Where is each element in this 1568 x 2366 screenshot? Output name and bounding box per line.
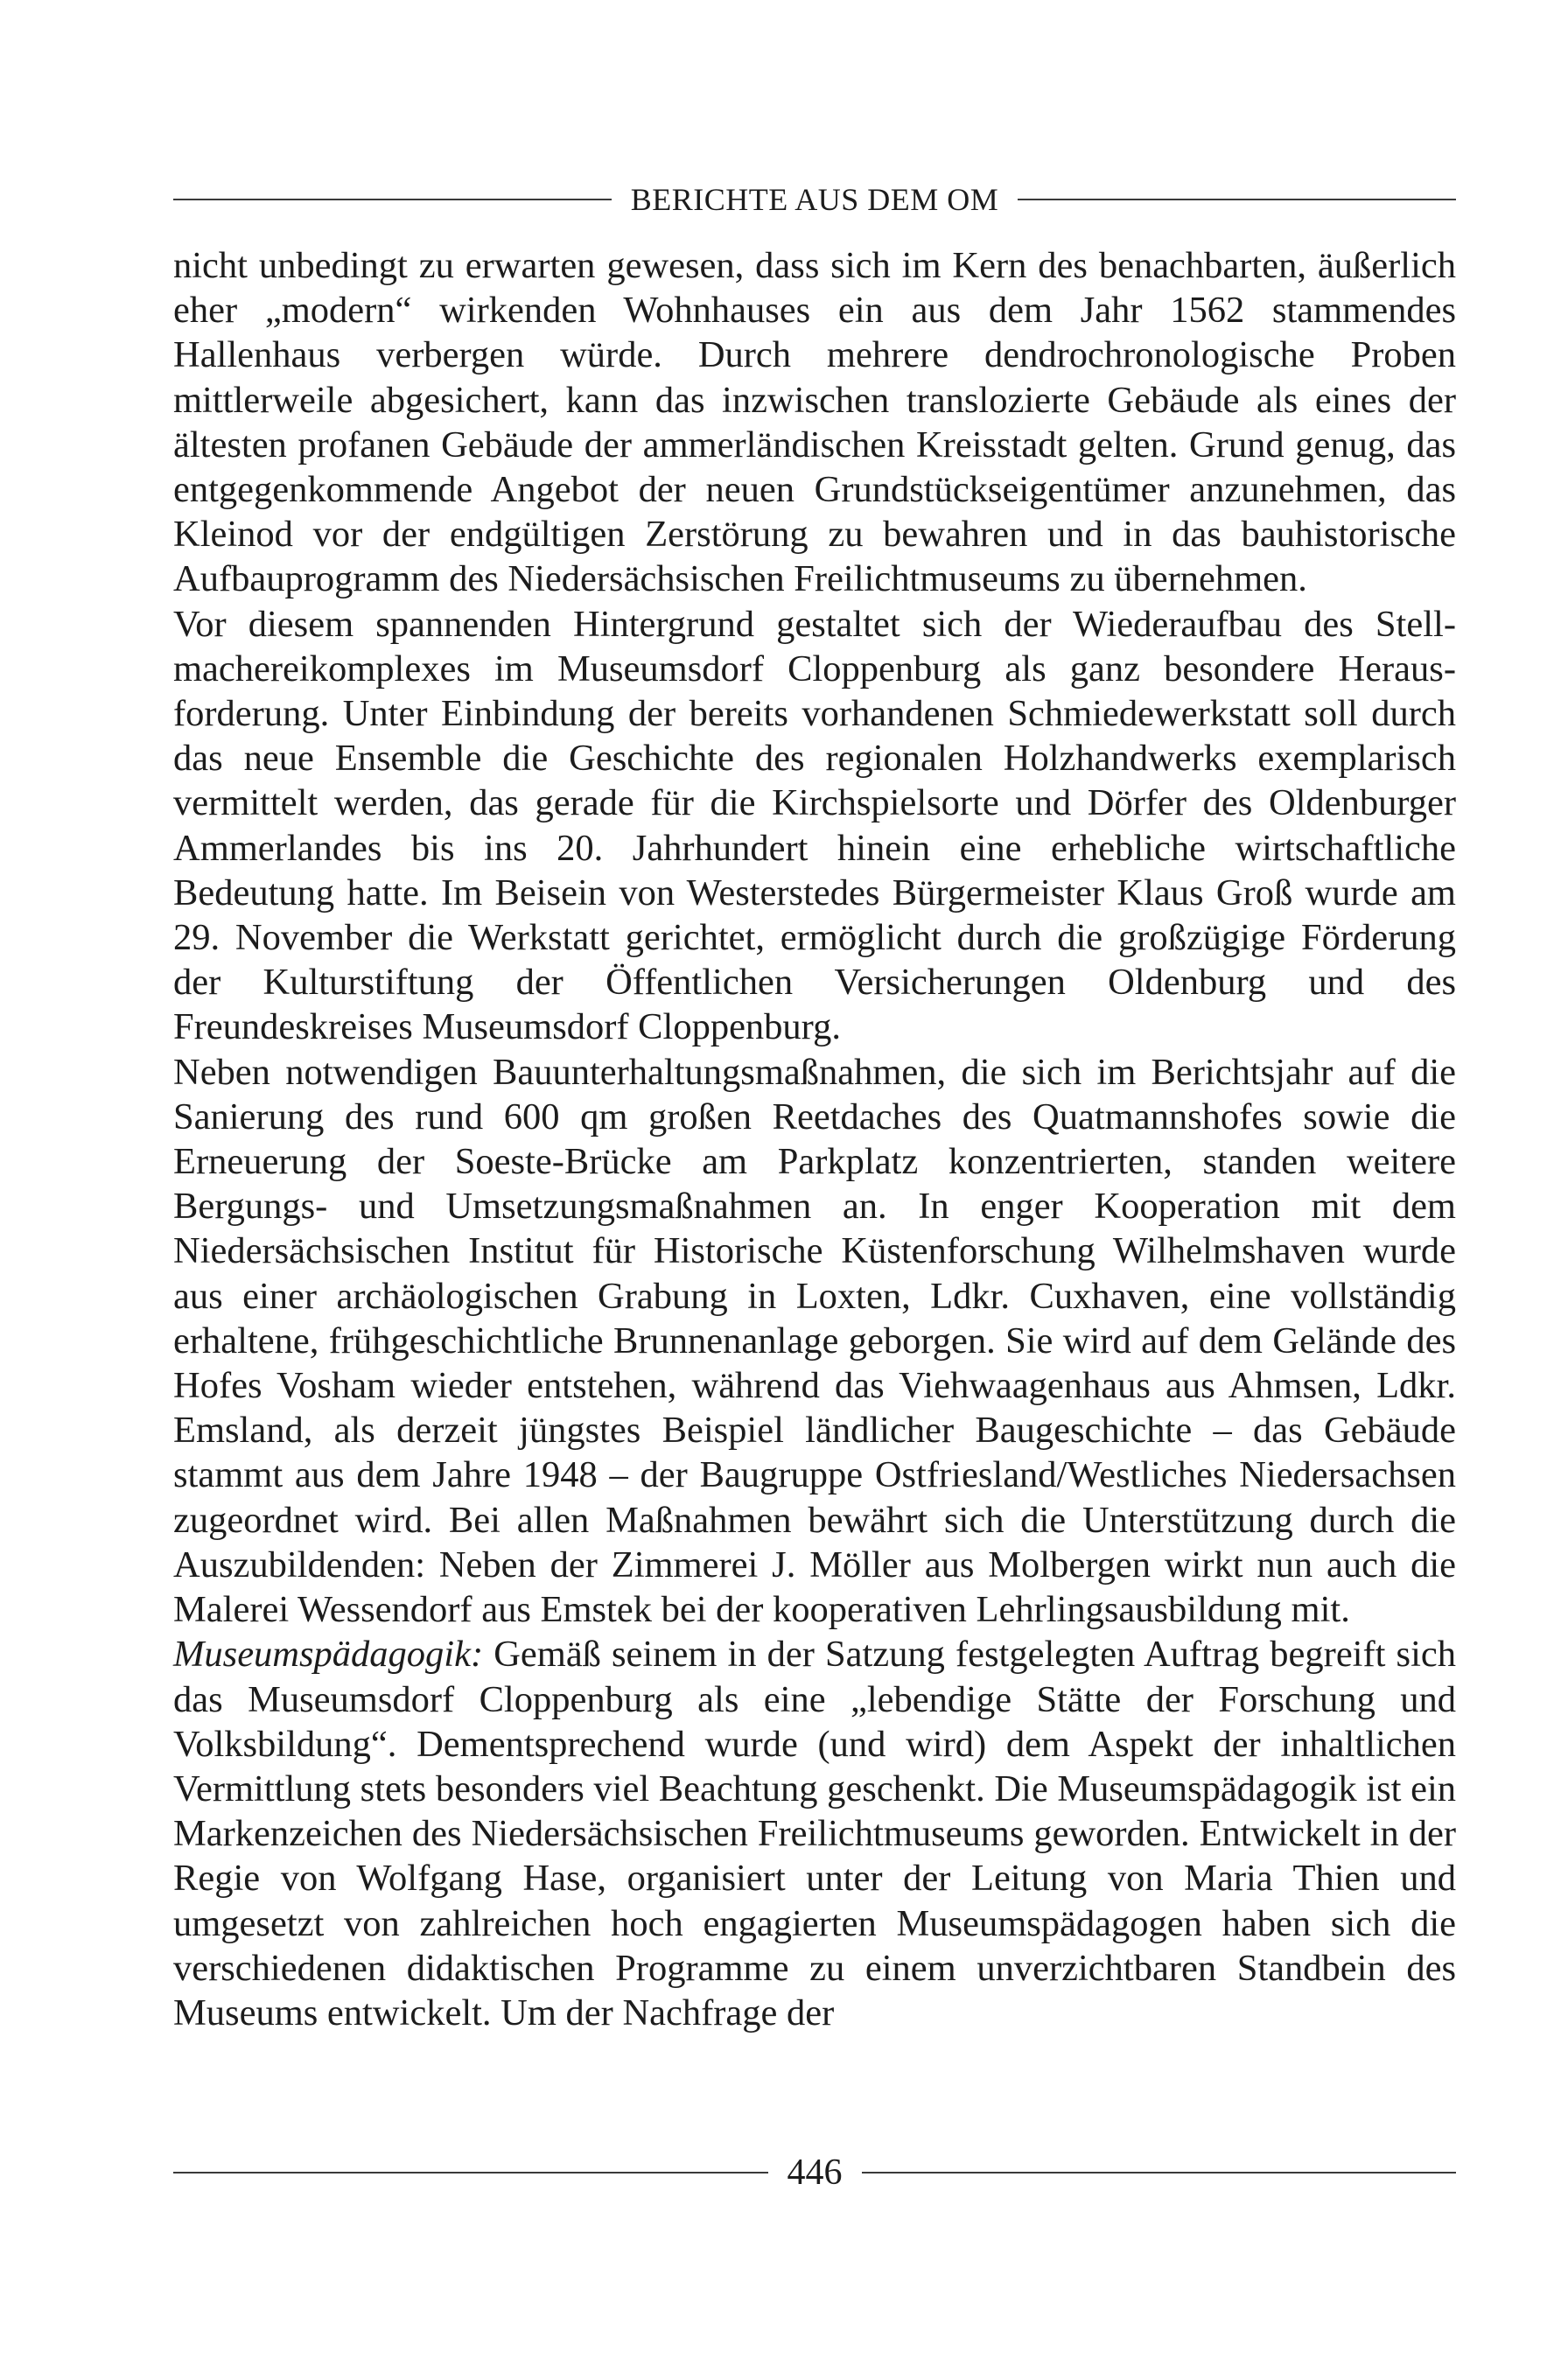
- paragraph-text: Vor diesem spannenden Hintergrund gestaltet sich der Wiederaufbau des Stellmachereikomplexes im Museumsdorf Cloppenburg als ganz besondere Herausforderung. Unter Einbindung der bereits vorhandenen Schmiedewerkstatt soll durch das neue Ensemble die Geschichte des regionalen Holzhandwerks exemplarisch vermittelt werden, das gerade für die Kirchspielsorte und Dörfer des Oldenburger Ammerlandes bis ins 20. Jahrhundert hinein eine erhebliche wirtschaftliche Bedeutung hatte. Im Beisein von Westerstedes Bürgermeister Klaus Groß wurde am 29. November die Werkstatt gerichtet, ermöglicht durch die großzügige Förderung der Kulturstiftung der Öffentlichen Versicherungen Oldenburg und des Freundeskreises Museumsdorf Cloppenburg.: [173, 603, 1456, 1048]
- paragraph: [173, 243, 1456, 602]
- footer-rule-left: [173, 2172, 768, 2174]
- page-number: 446: [787, 2152, 843, 2193]
- paragraph: [173, 1050, 1456, 1633]
- running-header: [173, 178, 1456, 221]
- header-rule-right: [1018, 199, 1456, 200]
- page-footer: [173, 2148, 1456, 2197]
- header-title: BERICHTE AUS DEM OM: [630, 182, 999, 217]
- footer-rule-right: [862, 2172, 1457, 2174]
- body-text: [173, 243, 1456, 2035]
- paragraph-text: Gemäß seinem in der Satzung festgelegten Auftrag begreift sich das Museumsdorf Cloppenburg als eine „lebendige Stätte der Forschung und Volksbildung“. Dementsprechend wurde (und wird) dem Aspekt der inhaltlichen Vermittlung stets besonders viel Beachtung geschenkt. Die Museumspädagogik ist ein Markenzeichen des Niedersächsischen Freilichtmuseums geworden. Entwickelt in der Regie von Wolfgang Hase, organisiert unter der Leitung von Maria Thien und umgesetzt von zahlreichen hoch engagierten Museumspädagogen haben sich die verschiedenen didaktischen Programme zu einem unverzichtbaren Standbein des Museums entwickelt. Um der Nachfrage der: [173, 1634, 1456, 2034]
- paragraph: [173, 1632, 1456, 2035]
- paragraph: [173, 602, 1456, 1050]
- header-rule-left: [173, 199, 612, 200]
- section-lead-museumspaedagogik: Museumspädagogik:: [173, 1634, 484, 1676]
- paragraph-text: Neben notwendigen Bauunterhaltungsmaßnahmen, die sich im Berichtsjahr auf die Sanierung des rund 600 qm großen Reetdaches des Quatmannshofes sowie die Erneuerung der Soeste-Brücke am Parkplatz konzentrierten, standen weitere Bergungs- und Umsetzungsmaßnahmen an. In enger Kooperation mit dem Niedersächsischen Institut für Historische Küstenforschung Wilhelmshaven wurde aus einer archäologischen Grabung in Loxten, Ldkr. Cuxhaven, eine vollständig erhaltene, frühgeschichtliche Brunnenanlage geborgen. Sie wird auf dem Gelände des Hofes Vosham wieder entstehen, während das Viehwaagenhaus aus Ahmsen, Ldkr. Emsland, als derzeit jüngstes Beispiel ländlicher Baugeschichte – das Gebäude stammt aus dem Jahre 1948 – der Baugruppe Ostfriesland/Westliches Niedersachsen zugeordnet wird. Bei allen Maßnahmen bewährt sich die Unterstützung durch die Auszubildenden: Neben der Zimmerei J. Möller aus Molbergen wirkt nun auch die Malerei Wessendorf aus Emstek bei der kooperativen Lehrlingsausbildung mit.: [173, 1051, 1456, 1631]
- paragraph-text: nicht unbedingt zu erwarten gewesen, dass sich im Kern des benachbarten, äußerlich eher „modern“ wirkenden Wohnhauses ein aus dem Jahr 1562 stammendes Hallenhaus verbergen würde. Durch mehrere dendrochronologische Proben mittlerweile abgesichert, kann das inzwischen translozierte Gebäude als eines der ältesten profanen Gebäude der ammerländischen Kreisstadt gelten. Grund genug, das entgegenkommende Angebot der neuen Grundstückseigentümer anzunehmen, das Kleinod vor der endgültigen Zerstörung zu bewahren und in das bauhistorische Aufbauprogramm des Niedersächsischen Freilichtmuseums zu übernehmen.: [173, 245, 1456, 600]
